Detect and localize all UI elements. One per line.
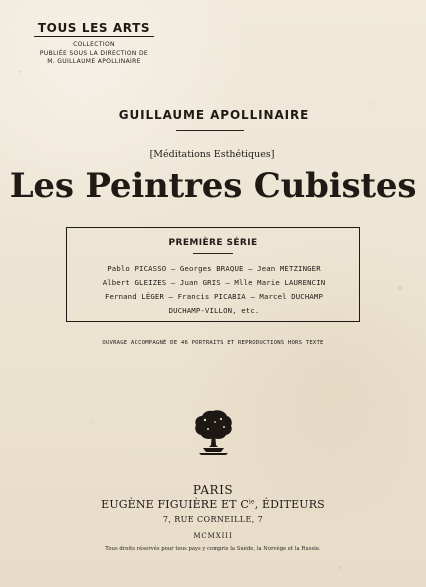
tree-emblem-icon [194,408,233,457]
publisher-address: 7, RUE CORNEILLE, 7 [162,515,264,524]
publication-year: MCMXIII [193,532,233,540]
publisher-name-suffix: , ÉDITEURS [254,498,325,511]
tree-emblem-svg [194,408,233,457]
rights-notice: Tous droits réservés pour tous pays y compris la Suède, la Norvège et la Russie. [105,546,321,552]
collection-label: COLLECTION [73,41,115,48]
artist-line: DUCHAMP-VILLON, etc. [168,306,260,315]
series-label: PREMIÈRE SÉRIE [168,238,258,248]
collection-series-title: TOUS LES ARTS [34,22,154,37]
publisher-name-superscript: ie [248,498,255,506]
paper-speck [338,566,341,569]
collection-director-name: M. GUILLAUME APOLLINAIRE [47,58,141,66]
collection-direction-label: PUBLIÉE SOUS LA DIRECTION DE [39,49,149,57]
series-box [66,227,360,322]
artist-line: Albert GLEIZES — Juan GRIS — Mlle Marie LAURENCIN [102,278,326,287]
paper-speck [92,421,94,423]
artist-list [75,262,353,318]
artist-line: Pablo PICASSO — Georges BRAQUE — Jean METZINGER [107,264,321,273]
book-subtitle: [Méditations Esthétiques] [149,149,275,160]
paper-speck [372,103,374,105]
paper-speck [398,286,402,290]
author-divider [176,130,244,131]
book-title: Les Peintres Cubistes [9,166,417,206]
accompanying-note: OUVRAGE ACCOMPAGNÉ DE 46 PORTRAITS ET REPRODUCTIONS HORS TEXTE [102,340,324,346]
author-name: GUILLAUME APOLLINAIRE [118,108,310,122]
collection-block [25,22,163,67]
artist-line: Fernand LÉGER — Francis PICABIA — Marcel DUCHAMP [104,292,324,301]
publisher-name-prefix: EUGÈNE FIGUIÈRE ET C [101,498,249,511]
publication-city: PARIS [192,483,234,497]
publisher-name [82,498,344,511]
paper-speck [18,70,21,73]
series-divider [193,253,233,254]
